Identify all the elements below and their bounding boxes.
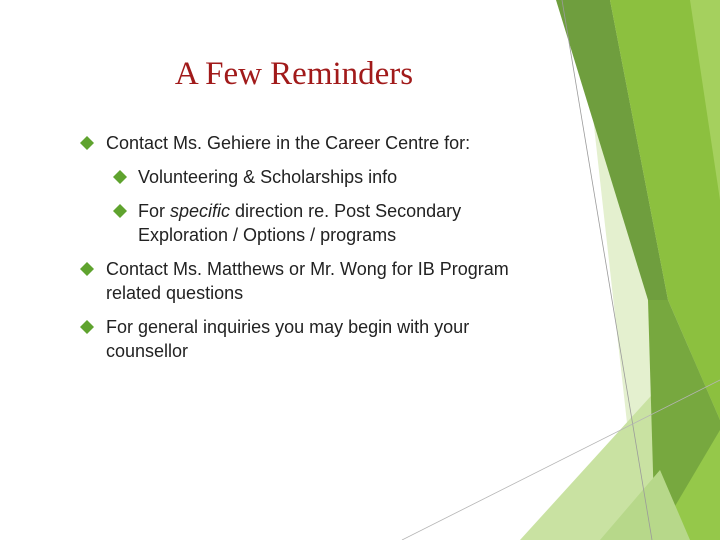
bullet-text-prefix: For [138, 201, 171, 221]
diamond-bullet-icon [80, 136, 94, 150]
bullet-text: For general inquiries you may begin with your counsellor [106, 317, 470, 361]
slide-title: A Few Reminders [174, 56, 414, 92]
bullet-text [138, 199, 510, 247]
diamond-bullet-icon [113, 204, 127, 218]
bullet-text: Contact Ms. Gehiere in the Career Centre for: [106, 133, 471, 153]
bullet-text: Contact Ms. Matthews or Mr. Wong for IB Program related questions [106, 259, 509, 303]
diamond-bullet-icon [80, 320, 94, 334]
bullet-text-suffix: direction re. Post Secondary Exploration / Options / programs [138, 201, 462, 245]
diamond-bullet-icon [80, 262, 94, 276]
diamond-bullet-icon [113, 170, 127, 184]
bullet-text: Volunteering & Scholarships info [138, 167, 398, 187]
bullet-text-emphasis: specific [170, 201, 231, 221]
